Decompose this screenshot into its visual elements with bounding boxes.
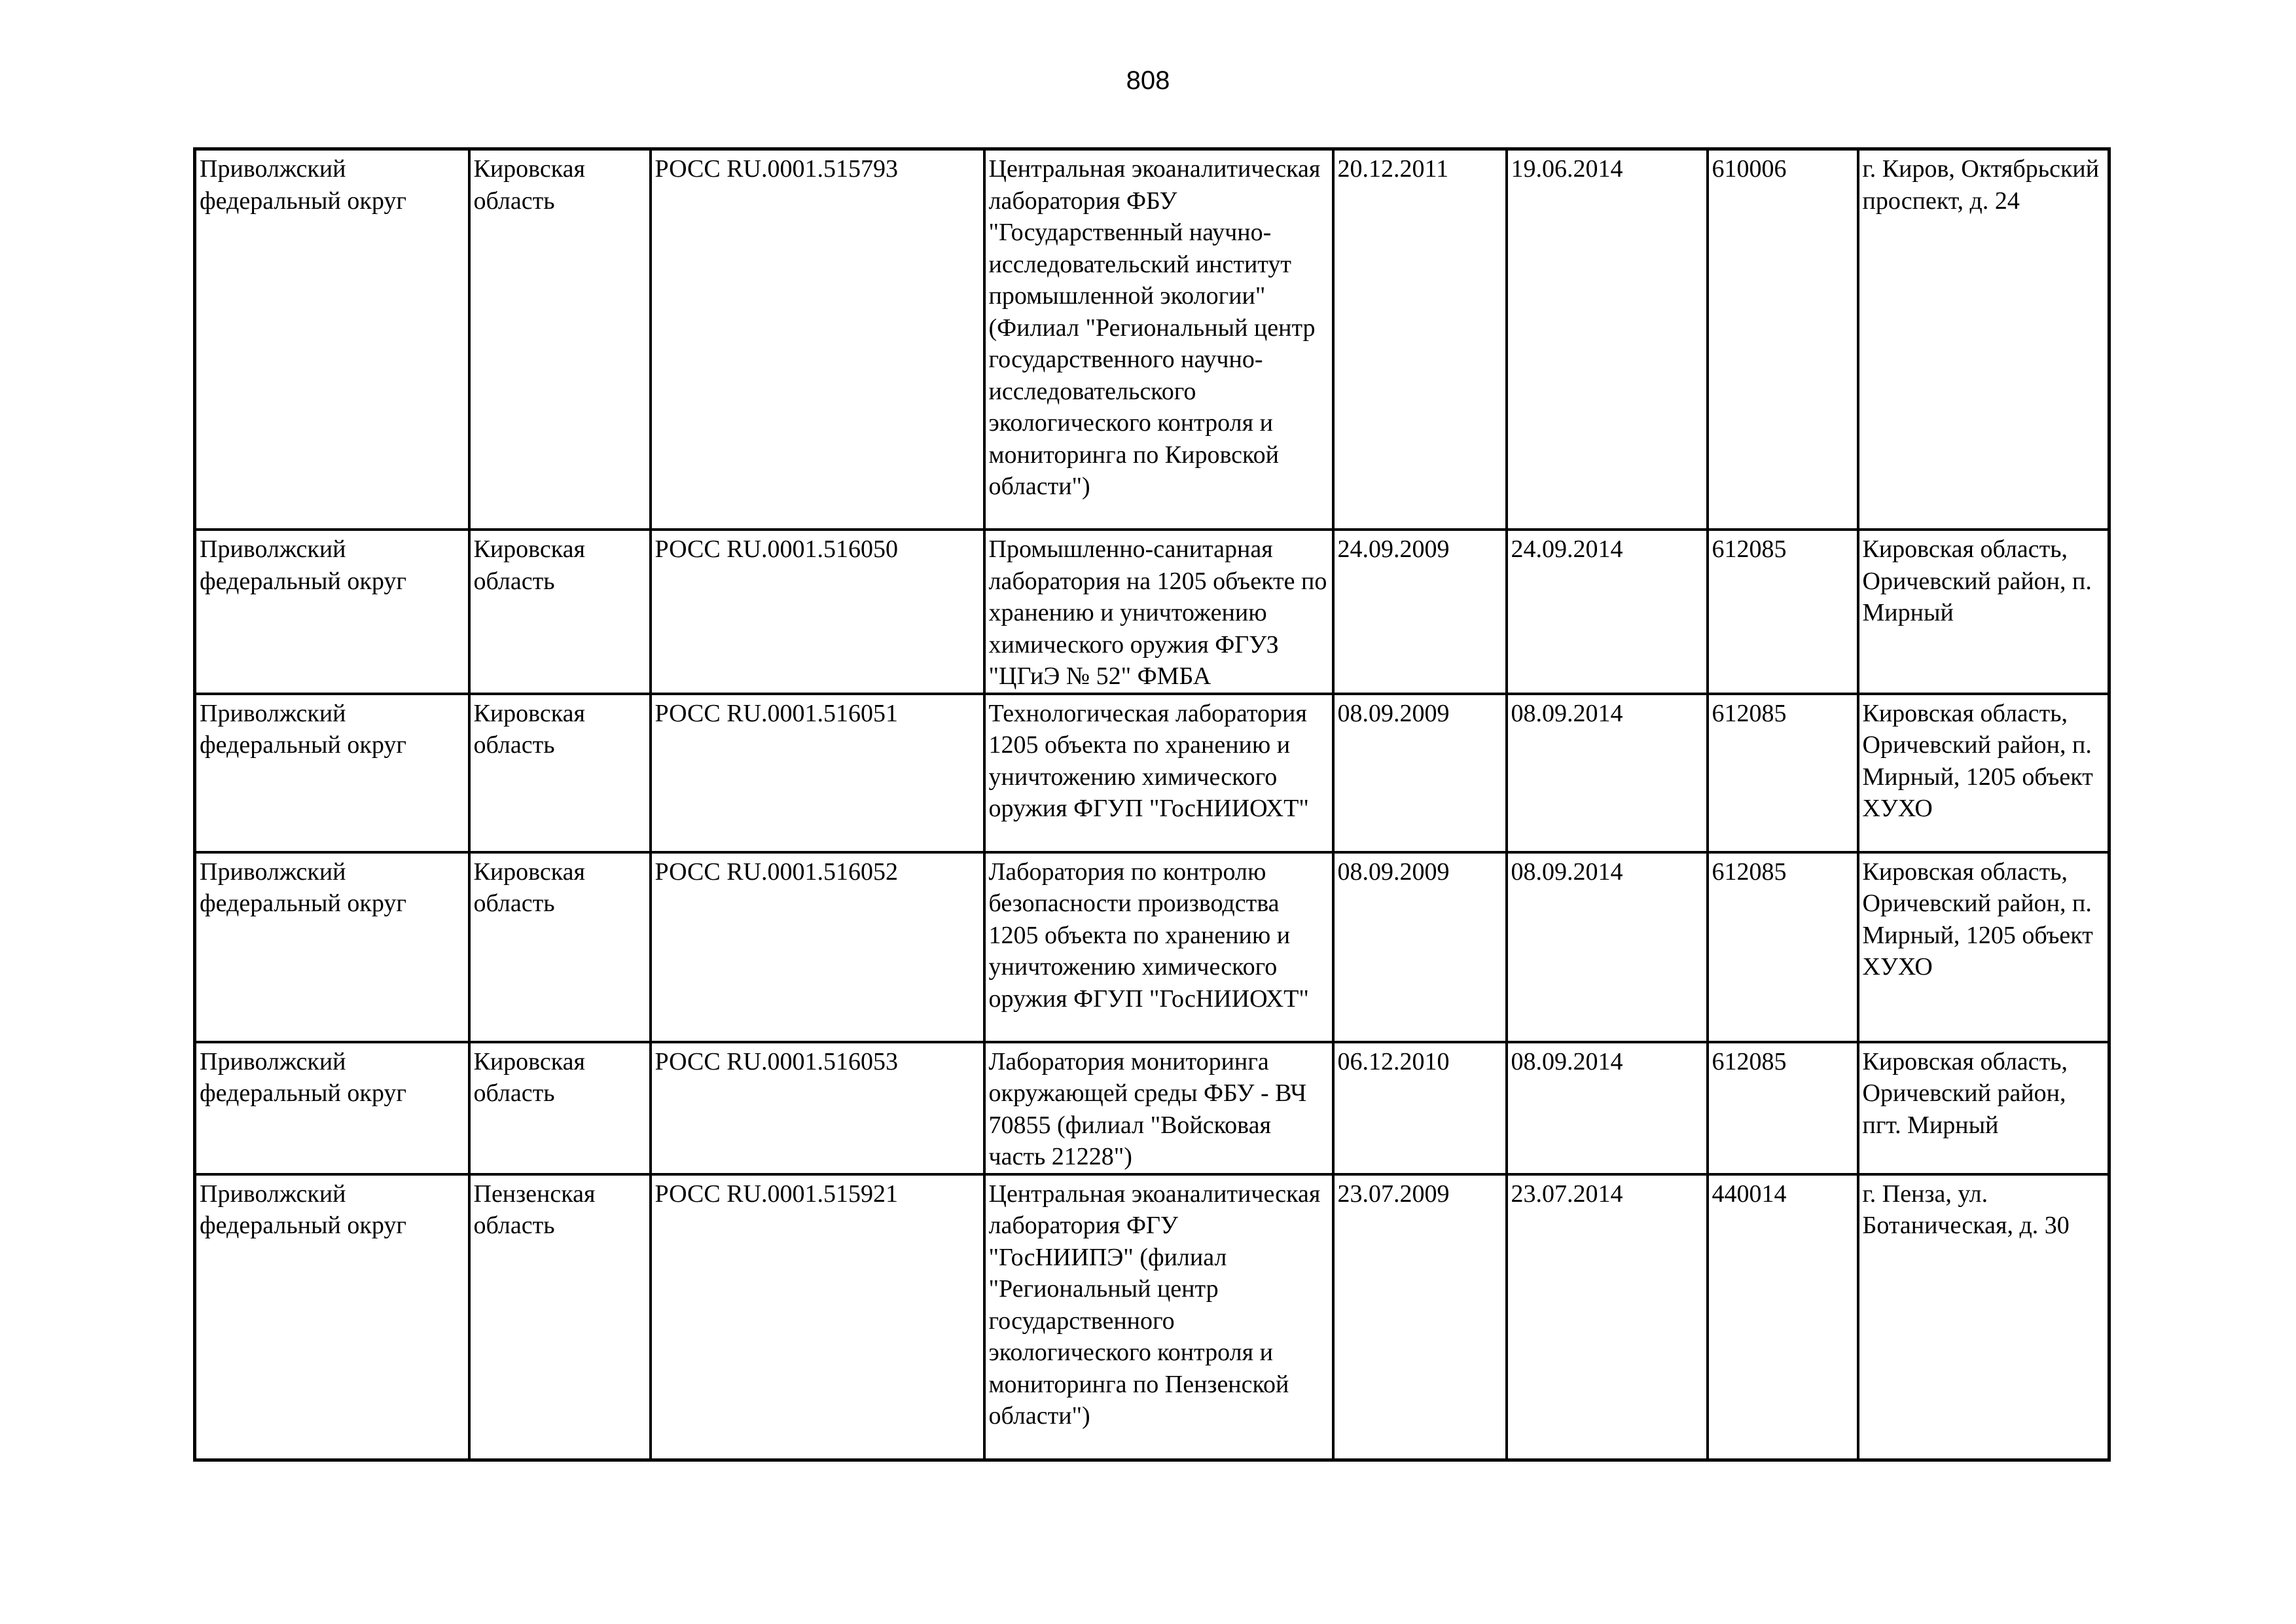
table-row bbox=[195, 530, 2109, 694]
date-end-cell: 19.06.2014 bbox=[1507, 149, 1708, 530]
date-end-cell: 08.09.2014 bbox=[1507, 694, 1708, 852]
date-end-cell: 08.09.2014 bbox=[1507, 852, 1708, 1042]
organization-cell: Центральная экоаналитическая лаборатория ФБУ "Государственный научно-исследовательский институт промышленной экологии" (Филиал "Региональный центр государственного научно-исследовательского экологического контроля и мониторинга по Кировской области") bbox=[984, 149, 1333, 530]
registration-number-cell: РОСС RU.0001.515921 bbox=[651, 1174, 984, 1460]
region-cell: Кировская область bbox=[469, 1042, 651, 1174]
registration-number-cell: РОСС RU.0001.516053 bbox=[651, 1042, 984, 1174]
postal-code-cell: 440014 bbox=[1708, 1174, 1858, 1460]
registration-number-cell: РОСС RU.0001.516051 bbox=[651, 694, 984, 852]
address-cell: Кировская область, Оричевский район, п. Мирный, 1205 объект ХУХО bbox=[1858, 852, 2109, 1042]
region-cell: Пензенская область bbox=[469, 1174, 651, 1460]
date-start-cell: 24.09.2009 bbox=[1333, 530, 1507, 694]
district-cell: Приволжский федеральный округ bbox=[195, 530, 469, 694]
date-end-cell: 23.07.2014 bbox=[1507, 1174, 1708, 1460]
date-start-cell: 06.12.2010 bbox=[1333, 1042, 1507, 1174]
address-cell: Кировская область, Оричевский район, п. Мирный, 1205 объект ХУХО bbox=[1858, 694, 2109, 852]
district-cell: Приволжский федеральный округ bbox=[195, 694, 469, 852]
organization-cell: Центральная экоаналитическая лаборатория ФГУ "ГосНИИПЭ" (филиал "Региональный центр государственного экологического контроля и мониторинга по Пензенской области") bbox=[984, 1174, 1333, 1460]
postal-code-cell: 612085 bbox=[1708, 852, 1858, 1042]
region-cell: Кировская область bbox=[469, 530, 651, 694]
district-cell: Приволжский федеральный округ bbox=[195, 149, 469, 530]
table-row bbox=[195, 1174, 2109, 1460]
district-cell: Приволжский федеральный округ bbox=[195, 852, 469, 1042]
table-row bbox=[195, 149, 2109, 530]
date-start-cell: 23.07.2009 bbox=[1333, 1174, 1507, 1460]
organization-cell: Технологическая лаборатория 1205 объекта по хранению и уничтожению химического оружия ФГУП "ГосНИИОХТ" bbox=[984, 694, 1333, 852]
organization-cell: Промышленно-санитарная лаборатория на 1205 объекте по хранению и уничтожению химического оружия ФГУЗ "ЦГиЭ № 52" ФМБА bbox=[984, 530, 1333, 694]
region-cell: Кировская область bbox=[469, 694, 651, 852]
table-row bbox=[195, 1042, 2109, 1174]
postal-code-cell: 612085 bbox=[1708, 1042, 1858, 1174]
region-cell: Кировская область bbox=[469, 149, 651, 530]
address-cell: Кировская область, Оричевский район, пгт. Мирный bbox=[1858, 1042, 2109, 1174]
table-row bbox=[195, 852, 2109, 1042]
page-number: 808 bbox=[1126, 66, 1170, 95]
table-row bbox=[195, 694, 2109, 852]
postal-code-cell: 612085 bbox=[1708, 694, 1858, 852]
date-start-cell: 20.12.2011 bbox=[1333, 149, 1507, 530]
date-start-cell: 08.09.2009 bbox=[1333, 852, 1507, 1042]
address-cell: г. Киров, Октябрьский проспект, д. 24 bbox=[1858, 149, 2109, 530]
date-end-cell: 08.09.2014 bbox=[1507, 1042, 1708, 1174]
district-cell: Приволжский федеральный округ bbox=[195, 1174, 469, 1460]
laboratory-register-table bbox=[193, 147, 2111, 1462]
date-start-cell: 08.09.2009 bbox=[1333, 694, 1507, 852]
registration-number-cell: РОСС RU.0001.516050 bbox=[651, 530, 984, 694]
address-cell: г. Пенза, ул. Ботаническая, д. 30 bbox=[1858, 1174, 2109, 1460]
organization-cell: Лаборатория по контролю безопасности производства 1205 объекта по хранению и уничтожению химического оружия ФГУП "ГосНИИОХТ" bbox=[984, 852, 1333, 1042]
region-cell: Кировская область bbox=[469, 852, 651, 1042]
registration-number-cell: РОСС RU.0001.515793 bbox=[651, 149, 984, 530]
date-end-cell: 24.09.2014 bbox=[1507, 530, 1708, 694]
address-cell: Кировская область, Оричевский район, п. Мирный bbox=[1858, 530, 2109, 694]
postal-code-cell: 610006 bbox=[1708, 149, 1858, 530]
district-cell: Приволжский федеральный округ bbox=[195, 1042, 469, 1174]
organization-cell: Лаборатория мониторинга окружающей среды ФБУ - ВЧ 70855 (филиал "Войсковая часть 21228") bbox=[984, 1042, 1333, 1174]
postal-code-cell: 612085 bbox=[1708, 530, 1858, 694]
registration-number-cell: РОСС RU.0001.516052 bbox=[651, 852, 984, 1042]
